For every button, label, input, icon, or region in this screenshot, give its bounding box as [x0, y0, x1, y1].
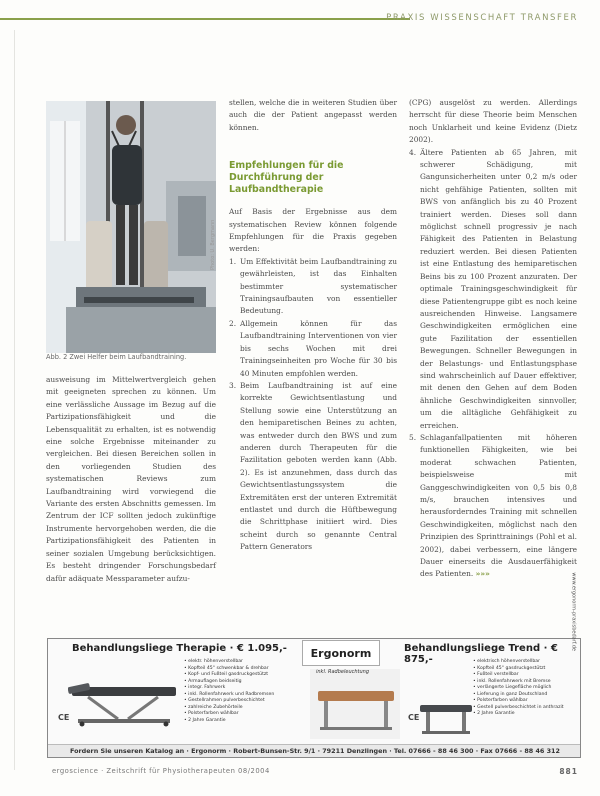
photo-credit: Photo: U. Bergmann	[210, 219, 216, 270]
figure-caption: Abb. 2 Zwei Helfer beim Laufbandtraining.	[46, 353, 187, 361]
ergonorm-logo: Ergonorm	[302, 640, 380, 666]
col1-paragraph: ausweisung im Mittelwertvergleich gehen mit geeigneten sprechen zu können. Um eine verlässliche Aussage im Bezug auf die Partizipationsfähigkeit und die Lebensqualität zu erhalten, ist es notwendig eine solche Ergebnisse miteinander zu vergleichen. Bei diesen Bereichen sollen in den vorliegenden Studien des systematischen Reviews zum Laufbandtraining wird vorwiegend die Variante des ersten Abschnitts gemessen. Im Zentrum der ICF sollten jedoch zukünftige Instrumente hervorgehoben werden, die die Partizipationsfähigkeit des Patienten in seiner sozialen Umgebung berücksichtigen. Es besteht dringender Forschungsbedarf dafür adäquate Messparameter aufzu-	[46, 375, 216, 583]
continue-mark: »»»	[475, 569, 490, 579]
ad-side-url[interactable]: www.ergonorm-praxisbedarf.de	[571, 572, 577, 651]
ad-features-left: • elektr. höhenverstellbar • Kopfteil 45° schwenkbar & drehbar • Kopf- und Fußteil gasdruckgestützt • Armauflagen beidseitig • integr. Fahrwerk • inkl. Rollenfahrwerk und Radbremsen • Gestellrahmen pulverbeschichtet • zahlreiche Zubehörteile • Polsterfarben wählbar • 2 Jahre Garantie	[184, 659, 294, 724]
photo-illustration	[46, 101, 216, 353]
col2-intro: stellen, welche die in weiteren Studien über auch die der Patient angepasst werden können.	[229, 98, 397, 132]
treadmill-photo	[46, 101, 216, 353]
column-3	[409, 97, 577, 581]
list-item: 1. Um Effektivität beim Laufbandtraining zu gewährleisten, ist das Einhalten bestimmter systematischer Trainingsaufbauten von essentieller Bedeutung.	[229, 256, 397, 316]
list-item: 5. Schlaganfallpatienten mit höheren funktionellen Fähigkeiten, wie bei moderat schwachen Patienten, beispielsweise mit Ganggeschwindigkeiten von 0,5 bis 0,8 m/s, brauchen intensives und herausforderndes Training mit schnellen Geschwindigkeiten, möglichst nach den Prinzipien des Sprinttrainings (Pohl et al. 2002), dabei verbessern, eine längere Dauer einerseits die Ausdauerfähigkeit des Patienten. »»»	[409, 432, 577, 579]
advertisement[interactable]	[47, 572, 581, 758]
list-item: 4. Ältere Patienten ab 65 Jahren, mit schwerer Schädigung, mit Gangunsicherheiten unter 0,2 m/s oder nicht gehfähige Patienten, sollten mit BWS von anfänglich bis zu 40 Prozent trainiert werden. Dieses soll dann möglichst schnell progressiv je nach Fähigkeit des Patienten in Belastung reduziert werden. Bei diesen Patienten ist eine Entlastung des hemiparetischen Beins bis zu 100 Prozent anzuraten. Der optimale Trainingsgeschwindigkeit für diese Patientengruppe gibt es noch keine ausreichenden Hinweise. Langsamere Geschwindigkeiten ermöglichen eine gute Fazilitation der essentiellen Bewegungen. Schneller Bewegungen in der Belastungs- und Entlastungsphase sind wahrscheinlich auf Dauer effektiver, mit denen den Gehen auf dem Boden ähnliche Geschwindigkeiten sinnvoller, um die alltägliche Gehfähigkeit zu erreichen.	[409, 147, 577, 430]
bed-label: inkl. Radbeleuchtung	[316, 669, 370, 675]
ad-title-right: Behandlungsliege Trend · € 875,-	[404, 643, 558, 665]
top-bar	[0, 12, 600, 26]
list-item: 3. Beim Laufbandtraining ist auf eine korrekte Gewichtsentlastung und Stellung sowie eine Unterstützung an den hemiparetischen Beines zu achten, was entweder durch den BWS und zum anderen durch Therapeuten für die Fazilitation geboten werden kann (Abb. 2). Es ist anzunehmen, dass durch das Gewichtsentlastungssystem die Extremitäten erst der unteren Extremität entlastet und durch die Hüftbewegung die Schrittphase initiiert wird. Dies scheint durch so genannte Central Pattern Generators	[229, 380, 397, 552]
left-margin-rule	[14, 30, 15, 770]
top-rule	[0, 18, 410, 20]
therapy-table-illustration	[68, 681, 180, 727]
section-label: PRAXIS WISSENSCHAFT TRANSFER	[386, 13, 578, 23]
list-item: 2. Allgemein können für das Laufbandtraining Interventionen von vier bis sechs Wochen mit drei Trainingseinheiten pro Woche für 30 bis 40 Minuten empfohlen werden.	[229, 318, 397, 378]
ad-title-left: Behandlungsliege Therapie · € 1.095,-	[72, 643, 287, 654]
col2-lead: Auf Basis der Ergebnisse aus dem systematischen Review können folgende Empfehlungen für die Praxis gegeben werden:	[229, 207, 397, 254]
ce-mark-right: CE	[408, 713, 420, 722]
col3-intro: (CPG) ausgelöst zu werden. Allerdings herrscht für diese Theorie beim Menschen noch Unklarheit und keine Evidenz (Dietz 2002).	[409, 98, 577, 145]
column-2	[229, 97, 397, 554]
page-number: 881	[559, 767, 578, 776]
ad-contact-bar: Fordern Sie unseren Katalog an · Ergonorm · Robert-Bunsen-Str. 9/1 · 79211 Denzlingen · Tel. 07666 - 88 46 300 · Fax 07666 - 88 46 312	[48, 744, 580, 757]
trend-table-illustration	[310, 669, 400, 739]
column-1	[46, 374, 216, 585]
recommendation-list-2	[409, 147, 577, 581]
recommendation-list-1	[229, 256, 397, 554]
ad-features-right: • elektrisch höhenverstellbar • Kopfteil 45° gasdruckgestützt • Fußteil verstellbar • inkl. Rollenfahrwerk mit Bremse • verlängerte Liegefläche möglich • Lieferung in ganz Deutschland • Polsterfarben wählbar • Gestell pulverbeschichtet in anthrazit • 2 Jahre Garantie	[473, 659, 573, 718]
trend-table-small-illustration	[418, 697, 474, 737]
journal-footer: ergoscience · Zeitschrift für Physiotherapeuten 08/2004	[52, 767, 270, 775]
ce-mark-left: CE	[58, 713, 70, 722]
section-heading: Empfehlungen für die Durchführung der Laufbandtherapie	[229, 160, 344, 196]
